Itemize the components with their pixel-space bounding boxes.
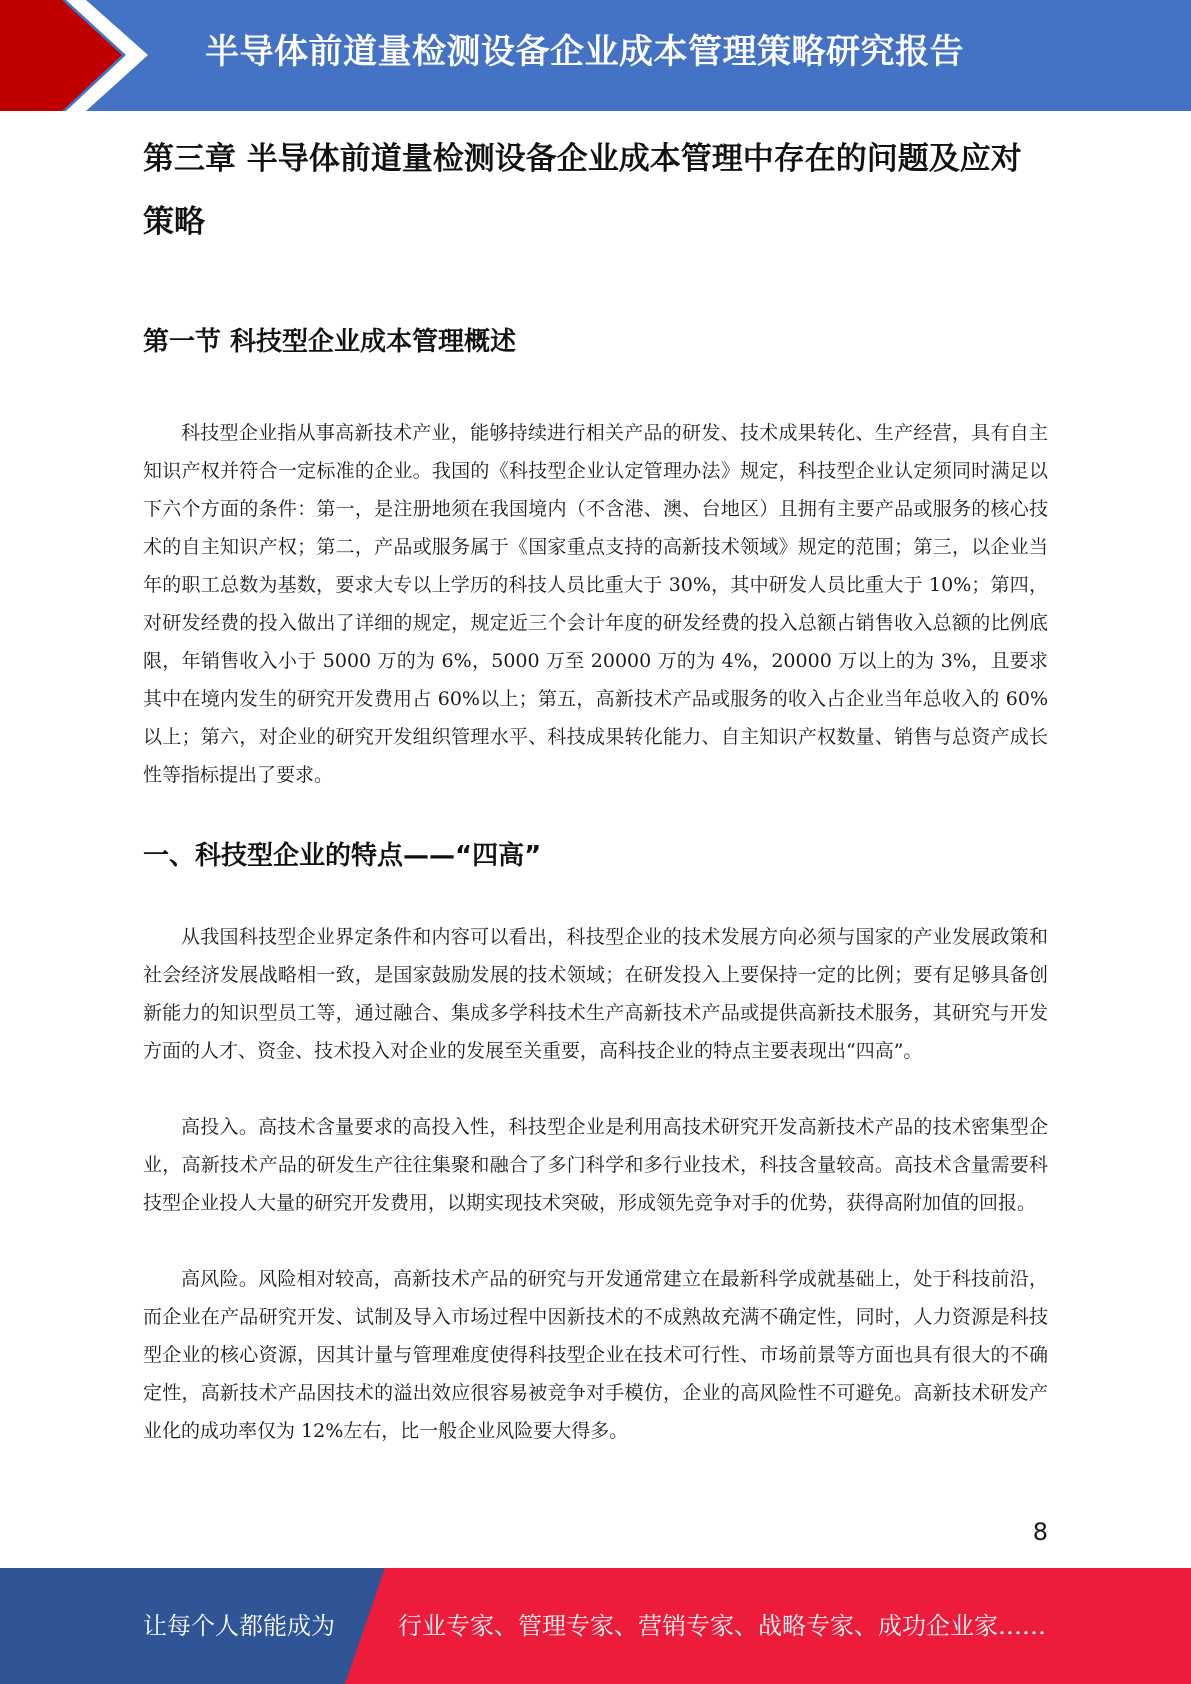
paragraph-high-investment: 高投入。高技术含量要求的高投入性，科技型企业是利用高技术研究开发高新技术产品的技术密集型企业，高新技术产品的研发生产往往集聚和融合了多门科学和多行业技术，科技含量较高。高技术含量需要科技型企业投人大量的研究开发费用，以期实现技术突破，形成领先竞争对手的优势，获得高附加值的回报。 — [143, 1116, 1048, 1214]
subsection-title: 一、科技型企业的特点——“四高” — [143, 841, 542, 871]
paragraph-definition: 科技型企业指从事高新技术产业，能够持续进行相关产品的研发、技术成果转化、生产经营，具有自主知识产权并符合一定标准的企业。我国的《科技型企业认定管理办法》规定，科技型企业认定须同时满足以下六个方面的条件：第一，是注册地须在我国境内（不含港、澳、台地区）且拥有主要产品或服务的核心技术的自主知识产权；第二，产品或服务属于《国家重点支持的高新技术领域》规定的范围；第三，以企业当年的职工总数为基数，要求大专以上学历的科技人员比重大于 30%，其中研发人员比重大于 10%；第四，对研发经费的投入做出了详细的规定，规定近三个会计年度的研发经费的投入总额占销售收入总额的比例底限，年销售收入小于 5000 万的为 6%，5000 万至 20000 万的为 4%，20000 万以上的为 3%，且要求其中在境内发生的研究开发费用占 60%以上；第五，高新技术产品或服务的收入占企业当年总收入的 60%以上；第六，对企业的研究开发组织管理水平、科技成果转化能力、自主知识产权数量、销售与总资产成长性等指标提出了要求。 — [143, 422, 1048, 786]
paragraph-high-risk: 高风险。风险相对较高，高新技术产品的研究与开发通常建立在最新科学成就基础上，处于科技前沿，而企业在产品研究开发、试制及导入市场过程中因新技术的不成熟故充满不确定性，同时，人力资源是科技型企业的核心资源，因其计量与管理难度使得科技型企业在技术可行性、市场前景等方面也具有很大的不确定性，高新技术产品因技术的溢出效应很容易被竞争对手模仿，企业的高风险性不可避免。高新技术研发产业化的成功率仅为 12%左右，比一般企业风险要大得多。 — [143, 1268, 1048, 1442]
document-body — [143, 128, 1048, 1450]
header-banner — [0, 0, 1191, 111]
paragraph-features: 从我国科技型企业界定条件和内容可以看出，科技型企业的技术发展方向必须与国家的产业发展政策和社会经济发展战略相一致，是国家鼓励发展的技术领域；在研发投入上要保持一定的比例；要有足够具备创新能力的知识型员工等，通过融合、集成多学科技术生产高新技术产品或提供高新技术服务，其研究与开发方面的人才、资金、技术投入对企业的发展至关重要，高科技企业的特点主要表现出“四高”。 — [143, 926, 1048, 1062]
footer-slogan-right: 行业专家、管理专家、营销专家、战略专家、成功企业家…… — [398, 1612, 1046, 1640]
chapter-title: 第三章 半导体前道量检测设备企业成本管理中存在的问题及应对策略 — [143, 141, 1022, 240]
footer-slogan-left: 让每个人都能成为 — [143, 1612, 335, 1640]
header-title: 半导体前道量检测设备企业成本管理策略研究报告 — [205, 32, 964, 72]
section-title: 第一节 科技型企业成本管理概述 — [143, 327, 517, 357]
page-number: 8 — [1032, 1518, 1048, 1546]
footer-banner — [0, 1568, 1191, 1684]
header-arrow-decoration — [0, 0, 160, 111]
